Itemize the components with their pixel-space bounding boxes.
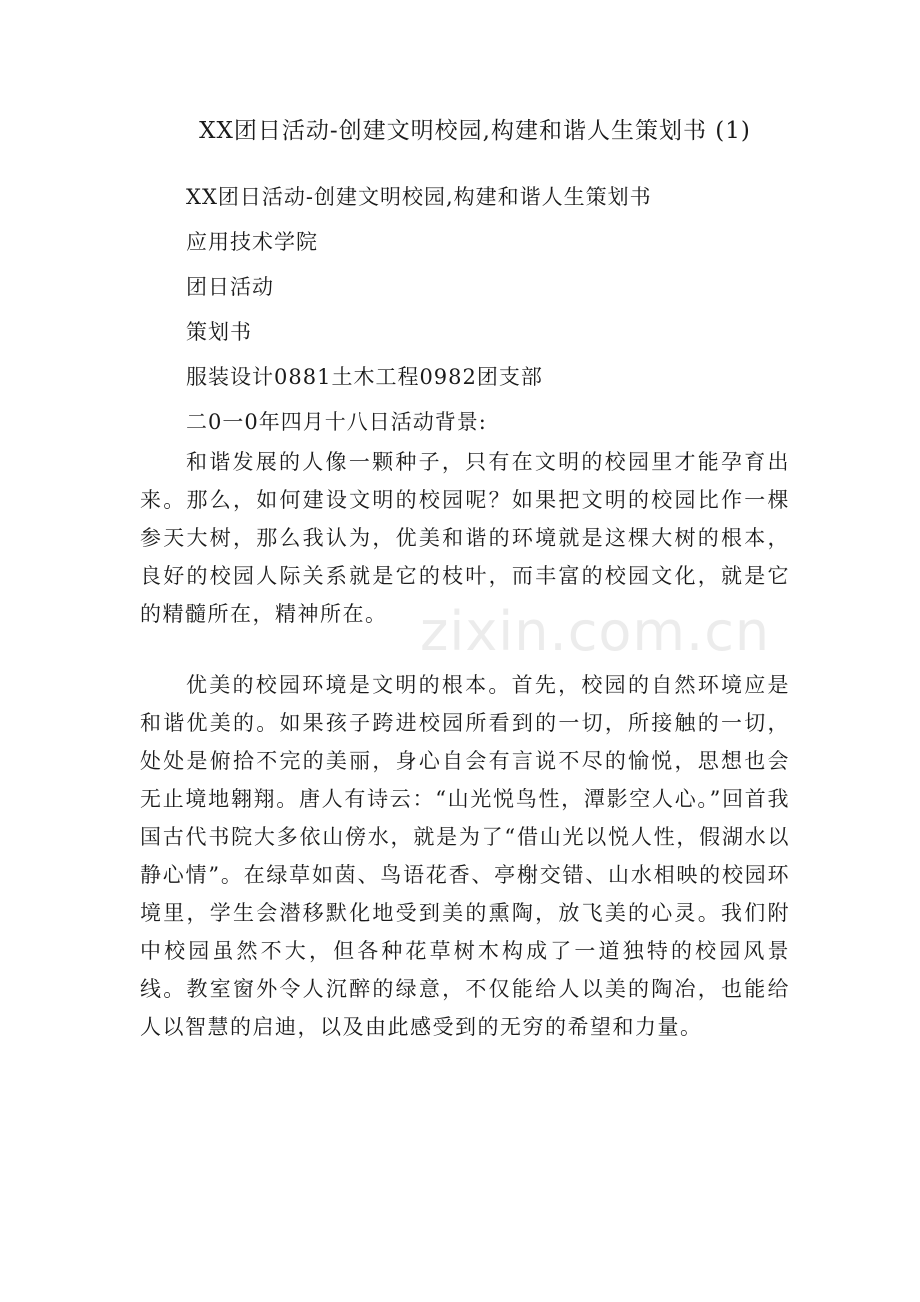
paragraph-1: 和谐发展的人像一颗种子，只有在文明的校园里才能孕育出来。那么，如何建设文明的校园呢？如果把文明的校园比作一棵参天大树，那么我认为，优美和谐的环境就是这棵大树的根本，良好的校园人际关系就是它的枝叶，而丰富的校园文化，就是它的精髓所在，精神所在。: [140, 450, 790, 626]
watermark: zixin.com.cn: [420, 600, 771, 663]
meta-line-plan: 策划书: [186, 320, 252, 344]
meta-line-activity: 团日活动: [186, 275, 274, 299]
document-title: XX团日活动-创建文明校园,构建和谐人生策划书 (1): [199, 118, 751, 144]
meta-line-date-background: 二0一0年四月十八日活动背景:: [186, 410, 487, 434]
meta-line-branch: 服装设计0881土木工程0982团支部: [186, 365, 543, 389]
meta-line-college: 应用技术学院: [186, 230, 318, 254]
meta-line-subtitle: XX团日活动-创建文明校园,构建和谐人生策划书: [186, 185, 652, 209]
paragraph-2: 优美的校园环境是文明的根本。首先，校园的自然环境应是和谐优美的。如果孩子跨进校园所看到的一切，所接触的一切，处处是俯拾不完的美丽，身心自会有言说不尽的愉悦，思想也会无止境地翱翔。唐人有诗云：“山光悦鸟性，潭影空人心。”回首我国古代书院大多依山傍水，就是为了“借山光以悦人性，假湖水以静心情”。在绿草如茵、鸟语花香、亭榭交错、山水相映的校园环境里，学生会潜移默化地受到美的熏陶，放飞美的心灵。我们附中校园虽然不大，但各种花草树木构成了一道独特的校园风景线。教室窗外令人沉醉的绿意，不仅能给人以美的陶冶，也能给人以智慧的启迪，以及由此感受到的无穷的希望和力量。: [140, 673, 790, 1039]
